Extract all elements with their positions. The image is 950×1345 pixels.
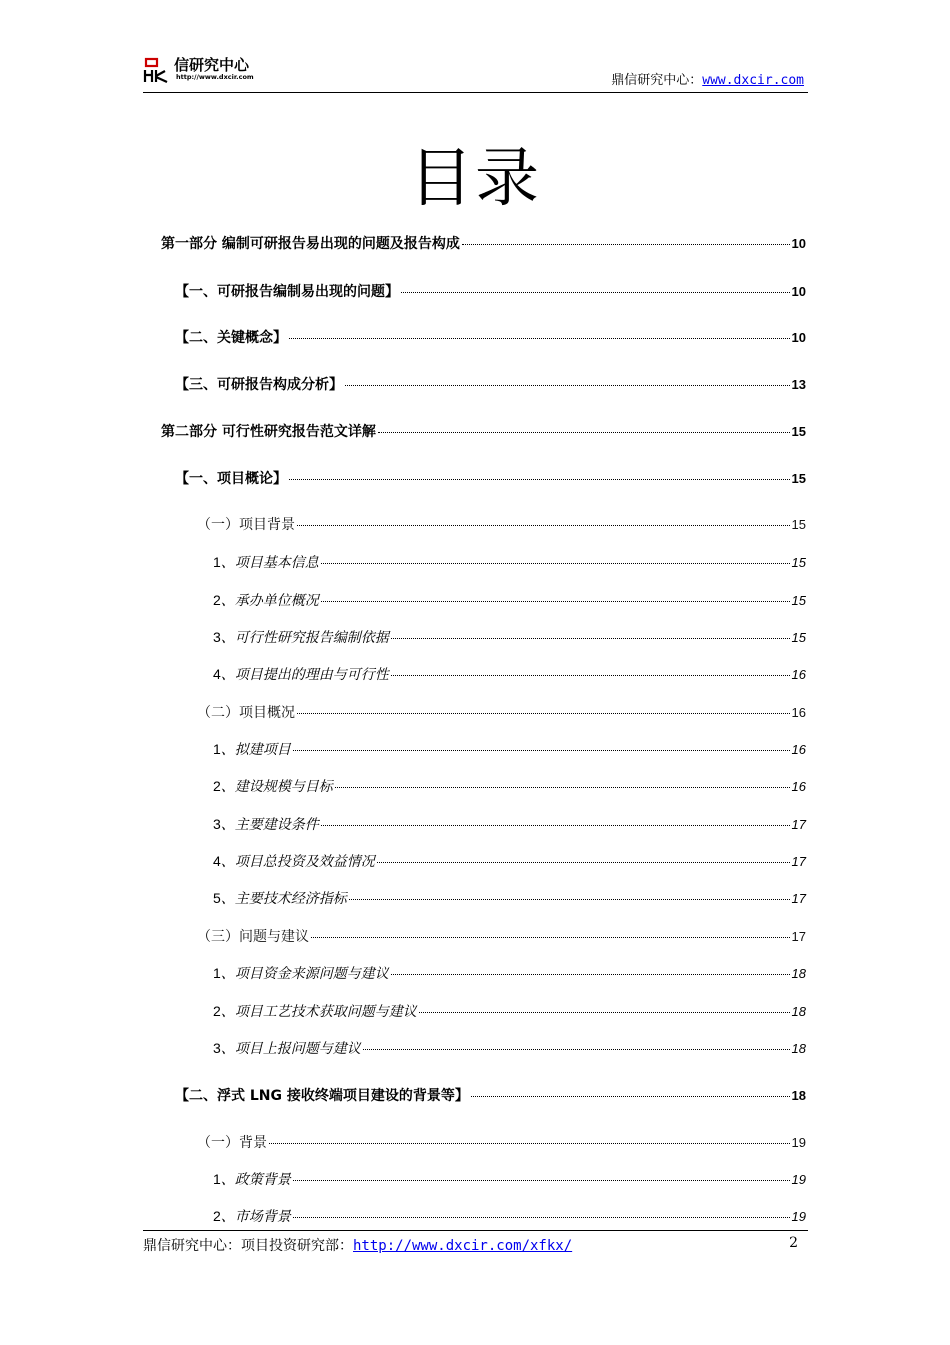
toc-entry-page: 15 [791,424,806,439]
toc-leader [419,1012,790,1013]
toc-entry-label: 、市场背景 [220,1209,291,1225]
toc-entry-number: 4 [213,853,221,869]
footer-text: 鼎信研究中心：项目投资研究部： [143,1238,353,1254]
toc-entry-number: 1 [213,965,221,981]
toc-entry[interactable] [213,888,806,908]
toc-entry[interactable] [175,374,806,394]
toc-entry-label: 、项目上报问题与建议 [220,1041,361,1057]
toc-leader [335,787,790,788]
page-title: 目录 [409,142,541,216]
toc-entry-page: 15 [791,630,806,645]
toc-entry[interactable] [213,627,806,647]
toc-entry-label: 第二部分 可行性研究报告范文详解 [161,424,376,440]
toc-leader [471,1096,790,1097]
toc-entry-page: 16 [791,742,806,757]
toc-entry-page: 19 [791,1135,806,1150]
toc-entry[interactable] [213,963,806,983]
toc-leader [289,338,790,339]
toc-entry-label: （一）项目背景 [197,517,295,533]
toc-entry-page: 15 [791,471,806,486]
toc-entry-number: 4 [213,666,221,682]
toc-leader [293,750,790,751]
toc-leader [321,601,790,602]
toc-entry-page: 16 [791,779,806,794]
toc-entry[interactable] [175,281,806,301]
toc-entry-page: 13 [791,377,806,392]
toc-leader [391,974,790,975]
toc-entry-label: 【一、项目概论】 [175,471,287,487]
toc-entry-label: 【二、浮式 LNG 接收终端项目建设的背景等】 [175,1088,469,1104]
toc-entry-label: （三）问题与建议 [197,929,309,945]
toc-entry-page: 17 [791,929,806,944]
toc-entry-label: 、项目基本信息 [220,555,319,571]
toc-entry[interactable] [197,1132,806,1152]
toc-leader [363,1049,790,1050]
toc-entry-label: （一）背景 [197,1135,267,1151]
toc-leader [391,675,790,676]
toc-entry-number: 2 [213,1208,221,1224]
toc-entry-page: 18 [791,1088,806,1103]
toc-entry[interactable] [213,1206,806,1226]
toc-entry-page: 17 [791,817,806,832]
toc-entry-number: 5 [213,890,221,906]
toc-leader [321,563,790,564]
toc-entry-page: 19 [791,1172,806,1187]
toc-leader [297,525,790,526]
toc-entry-label: 、可行性研究报告编制依据 [220,630,389,646]
toc-entry-page: 15 [791,593,806,608]
toc-leader [297,713,790,714]
toc-entry[interactable] [197,514,806,534]
toc-leader [311,937,790,938]
toc-entry-page: 16 [791,667,806,682]
toc-entry-number: 2 [213,1003,221,1019]
toc-entry[interactable] [175,1085,806,1105]
footer-link[interactable]: http://www.dxcir.com/xfkx/ [353,1238,573,1254]
toc-entry-label: 【三、可研报告构成分析】 [175,377,343,393]
toc-entry-page: 17 [791,854,806,869]
toc-entry[interactable] [175,468,806,488]
toc-entry-number: 1 [213,741,221,757]
toc-entry-label: 、主要建设条件 [220,817,319,833]
toc-entry[interactable] [161,421,806,441]
toc-entry-label: 、主要技术经济指标 [220,891,347,907]
toc-entry[interactable] [213,1038,806,1058]
toc-entry-page: 18 [791,966,806,981]
toc-leader [289,479,790,480]
toc-entry-number: 1 [213,1171,221,1187]
toc-entry[interactable] [213,1169,806,1189]
toc-entry-label: 、承办单位概况 [220,593,319,609]
toc-entry-page: 10 [791,330,806,345]
toc-entry[interactable] [175,327,806,347]
toc-leader [321,825,790,826]
toc-entry[interactable] [213,664,806,684]
toc-entry-label: 、项目总投资及效益情况 [220,854,375,870]
toc-entry-label: 第一部分 编制可研报告易出现的问题及报告构成 [161,236,460,252]
toc-entry-page: 15 [791,517,806,532]
toc-entry-page: 17 [791,891,806,906]
header-org-label: 鼎信研究中心： [611,73,703,88]
toc-leader [401,292,790,293]
page-footer [143,1230,808,1255]
toc-entry-label: （二）项目概况 [197,705,295,721]
toc-entry[interactable] [213,814,806,834]
toc-entry-number: 3 [213,816,221,832]
page-number: 2 [789,1235,798,1251]
toc-leader [293,1217,790,1218]
toc-entry[interactable] [197,702,806,722]
toc-entry[interactable] [213,552,806,572]
logo-name: 信研究中心 [174,56,250,74]
toc-entry-page: 19 [791,1209,806,1224]
toc-entry[interactable] [213,1001,806,1021]
toc-entry-label: 、建设规模与目标 [220,779,333,795]
toc-entry-label: 、项目提出的理由与可行性 [220,667,389,683]
header-site-link[interactable]: www.dxcir.com [702,73,804,88]
toc-entry-page: 10 [791,284,806,299]
toc-entry-page: 18 [791,1004,806,1019]
toc-entry[interactable] [161,233,806,253]
toc-entry-number: 2 [213,778,221,794]
logo-url: http://www.dxcir.com [176,73,254,81]
toc-leader [345,385,790,386]
toc-leader [269,1143,790,1144]
toc-entry[interactable] [213,739,806,759]
toc-entry-page: 10 [791,236,806,251]
toc-leader [462,244,790,245]
toc-leader [377,862,790,863]
toc-entry[interactable] [213,851,806,871]
toc-leader [391,638,790,639]
toc-entry[interactable] [213,776,806,796]
toc-entry-number: 3 [213,629,221,645]
toc-entry-label: 【二、关键概念】 [175,330,287,346]
toc-entry-label: 、项目资金来源问题与建议 [220,966,389,982]
toc-entry-page: 16 [791,705,806,720]
toc-entry-number: 1 [213,554,221,570]
toc-leader [349,899,790,900]
toc-entry[interactable] [213,590,806,610]
toc-entry-page: 15 [791,555,806,570]
toc-leader [378,432,790,433]
toc-entry-page: 18 [791,1041,806,1056]
toc-entry-label: 【一、可研报告编制易出现的问题】 [175,284,399,300]
toc-entry-number: 3 [213,1040,221,1056]
toc-leader [293,1180,790,1181]
toc-entry[interactable] [197,926,806,946]
toc-entry-label: 、拟建项目 [220,742,291,758]
toc-entry-label: 、项目工艺技术获取问题与建议 [220,1004,417,1020]
toc-entry-number: 2 [213,592,221,608]
toc-entry-label: 、政策背景 [220,1172,291,1188]
